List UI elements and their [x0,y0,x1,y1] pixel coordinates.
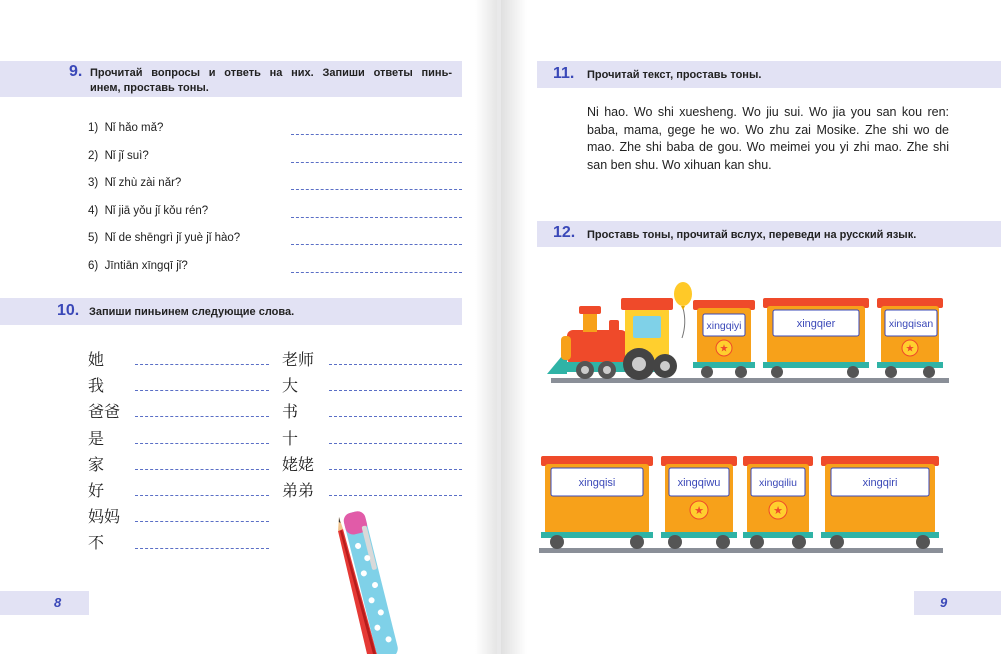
word-1: 她 [88,350,105,369]
word-4: 是 [88,429,105,448]
rail [551,378,949,383]
wagon-4 [541,456,653,549]
reading-passage: Ni hao. Wo shi xuesheng. Wo jiu sui. Wo jia you san kou ren: baba, mama, gege he wo. Wo zhu zai Mosike. Zhe shi wo de mao. Zhe shi baba de gou. Wo meimei you yi zhi mao. Zhe shi san ben shu. Wo xihuan kan shu. [587,105,949,172]
word-line-14[interactable] [329,495,462,496]
wagon-2 [763,298,869,378]
train-2-illustration [537,452,947,562]
word-line-9[interactable] [329,364,462,365]
word-line-13[interactable] [329,469,462,470]
word-line-5[interactable] [135,469,269,470]
exercise-9-instruction-line1: Прочитай вопросы и ответь на них. Запиши ответы пинь- [90,67,452,79]
word-7: 妈妈 [88,507,121,526]
question-6: 6) Jīntiān xīngqī jǐ? [88,260,188,272]
exercise-10-number: 10. [57,302,80,319]
exercise-10-instruction: Запиши пиньинем следующие слова. [89,306,295,318]
word-line-3[interactable] [135,416,269,417]
word-8: 不 [88,533,105,552]
exercise-11-number: 11. [553,65,575,82]
answer-line-4[interactable] [291,217,462,218]
question-5: 5) Nǐ de shēngrì jǐ yuè jǐ hào? [88,232,241,244]
star-icon: ★ [694,505,704,517]
wagon-6 [743,456,813,549]
word-line-8[interactable] [135,548,269,549]
locomotive-icon [547,298,677,380]
wagon-label-5: xingqiwu [677,477,721,489]
word-5: 家 [88,455,105,474]
word-13: 姥姥 [282,455,315,474]
word-line-4[interactable] [135,443,269,444]
exercise-12-instruction: Проставь тоны, прочитай вслух, переведи на русский язык. [587,229,917,241]
star-icon: ★ [773,505,783,517]
wagon-label-3: xingqisan [888,318,934,330]
word-line-7[interactable] [135,521,269,522]
question-3: 3) Nǐ zhù zài nǎr? [88,177,182,189]
wagon-5 [661,456,737,549]
word-line-10[interactable] [329,390,462,391]
wagon-label-4: xingqisi [578,477,616,489]
balloon-icon [674,282,692,338]
word-6: 好 [88,481,105,500]
word-line-12[interactable] [329,443,462,444]
left-page [0,0,497,654]
answer-line-3[interactable] [291,189,462,190]
star-icon: ★ [719,343,729,355]
star-icon: ★ [905,343,915,355]
word-line-1[interactable] [135,364,269,365]
wagon-label-1: xingqiyi [706,320,742,332]
gutter-shadow [475,0,497,654]
exercise-11-instruction: Прочитай текст, проставь тоны. [587,69,762,81]
answer-line-6[interactable] [291,272,462,273]
word-line-11[interactable] [329,416,462,417]
exercise-9-number: 9. [69,63,83,80]
wagon-7 [821,456,939,549]
answer-line-1[interactable] [291,134,462,135]
exercise-9-instruction-line2: инем, проставь тоны. [90,82,209,94]
word-11: 书 [282,402,299,421]
pencil-and-pen-illustration [330,505,430,654]
word-2: 我 [88,376,105,395]
gutter-shadow [501,0,527,654]
exercise-12-number: 12. [553,224,576,241]
word-3: 爸爸 [88,402,121,421]
wagon-3 [877,298,943,378]
question-4: 4) Nǐ jiā yǒu jǐ kǒu rén? [88,205,209,217]
right-page [501,0,1001,654]
word-9: 老师 [282,350,315,369]
wagon-label-7: xingqiri [862,477,898,489]
rail [539,548,943,553]
word-12: 十 [282,429,299,448]
word-14: 弟弟 [282,481,315,500]
train-1-illustration [537,278,957,390]
page-number-right: 9 [914,591,1001,615]
question-1: 1) Nǐ hǎo mǎ? [88,122,164,134]
answer-line-2[interactable] [291,162,462,163]
wagon-1 [693,300,755,378]
wagon-label-2: xingqier [796,318,836,330]
word-10: 大 [282,376,299,395]
page-number-left: 8 [0,591,89,615]
wagon-label-6: xingqiliu [759,477,797,489]
answer-line-5[interactable] [291,244,462,245]
word-line-6[interactable] [135,495,269,496]
word-line-2[interactable] [135,390,269,391]
question-2: 2) Nǐ jǐ suì? [88,150,149,162]
